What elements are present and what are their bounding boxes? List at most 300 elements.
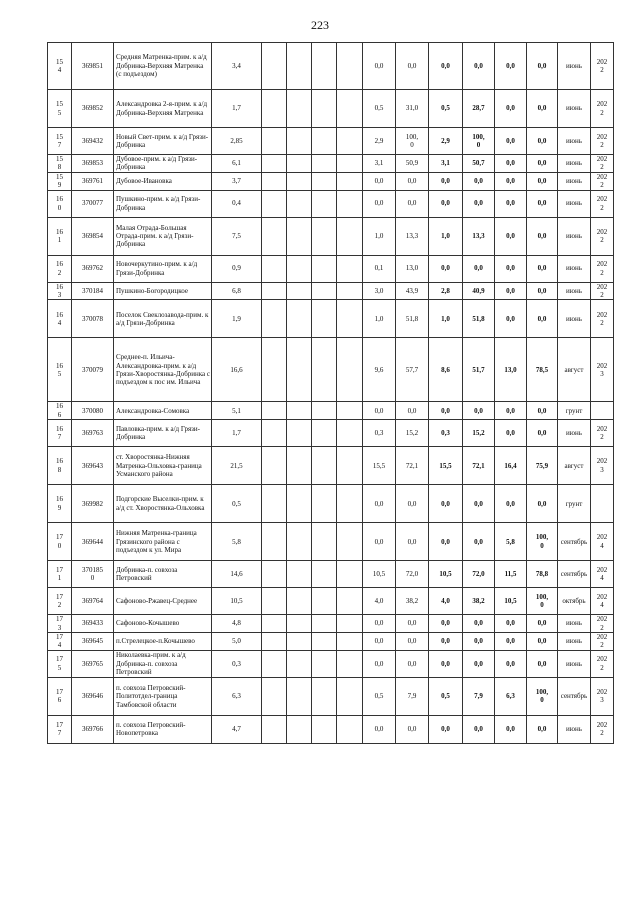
value-cell [363, 338, 396, 402]
value-cell [363, 561, 396, 588]
year-cell-part: 202 [596, 195, 608, 204]
empty-cell [312, 615, 337, 633]
table-row [48, 677, 614, 715]
row-number [48, 172, 72, 190]
road-code [72, 615, 114, 633]
month-cell-text: сентябрь [560, 537, 588, 546]
value-cell-text: 0,0 [441, 637, 450, 646]
value-cell-text: 0,0 [506, 619, 515, 628]
road-code [72, 190, 114, 217]
table-row [48, 190, 614, 217]
year-cell-part: 2 [600, 203, 604, 212]
empty-cell [262, 561, 287, 588]
value-cell-text: 0,5 [441, 692, 450, 701]
value-cell [463, 561, 495, 588]
road-name-text: Пушкино-прим. к а/д Грязи-Добринка [116, 195, 201, 212]
value-cell [463, 217, 495, 255]
road-name [114, 677, 212, 715]
row-number-part: 16 [56, 227, 63, 236]
row-number-part: 0 [57, 541, 62, 550]
empty-cell [312, 190, 337, 217]
value-cell [463, 172, 495, 190]
value-cell [396, 217, 429, 255]
year-cell [591, 588, 614, 615]
month-cell [558, 485, 591, 523]
road-length [212, 217, 262, 255]
empty-cell [337, 588, 363, 615]
road-length-text: 4,8 [232, 619, 241, 628]
value-cell-text: 0,0 [537, 499, 547, 508]
value-cell [429, 90, 463, 128]
value-cell-text: 0,0 [441, 177, 450, 186]
table-row [48, 588, 614, 615]
value-cell [495, 282, 527, 300]
value-cell-text: 0,0 [407, 619, 417, 628]
table-row [48, 420, 614, 447]
row-number-part: 4 [57, 66, 62, 74]
row-number [48, 90, 72, 128]
year-cell-part: 2 [600, 236, 604, 245]
value-cell-text: 100, 0 [405, 132, 419, 149]
value-cell [363, 128, 396, 155]
value-cell [527, 402, 558, 420]
table-row [48, 650, 614, 677]
road-code [72, 650, 114, 677]
road-name [114, 485, 212, 523]
road-name [114, 420, 212, 447]
value-cell-text: 0,0 [537, 231, 547, 240]
month-cell-text: июнь [566, 314, 582, 323]
value-cell-text: 0,0 [537, 177, 547, 186]
empty-cell [337, 172, 363, 190]
road-length [212, 650, 262, 677]
road-length [212, 485, 262, 523]
value-cell-text: 13,3 [405, 231, 419, 240]
road-code [72, 588, 114, 615]
value-cell-text: 8,6 [441, 365, 450, 374]
empty-cell [312, 300, 337, 338]
value-cell [429, 172, 463, 190]
value-cell-text: 4,0 [441, 597, 450, 606]
month-cell-text: июнь [566, 429, 582, 438]
year-cell [591, 190, 614, 217]
road-code-text: 369432 [82, 136, 103, 145]
value-cell [463, 447, 495, 485]
value-cell [429, 402, 463, 420]
value-cell-text: 0,0 [441, 619, 450, 628]
month-cell-text: июнь [566, 725, 582, 734]
road-name [114, 43, 212, 90]
value-cell-text: 0,0 [407, 199, 417, 208]
value-cell-text: 72,0 [472, 570, 485, 579]
empty-cell [312, 255, 337, 282]
empty-cell [287, 300, 312, 338]
value-cell-text: 0,0 [374, 659, 384, 668]
road-name-text: Подгорские Выселки-прим. к а/д ст. Хворостянка-Ольховка [116, 495, 205, 512]
road-code-text: 369982 [82, 499, 103, 508]
road-code-text: 369763 [82, 429, 103, 438]
year-cell-part: 3 [600, 696, 604, 705]
value-cell [429, 615, 463, 633]
value-cell-text: 0,3 [441, 429, 450, 438]
month-cell [558, 155, 591, 173]
row-number [48, 402, 72, 420]
road-name [114, 633, 212, 651]
row-number-part: 16 [56, 282, 63, 291]
month-cell [558, 338, 591, 402]
month-cell-text: июнь [566, 619, 582, 628]
value-cell-text: 0,0 [441, 499, 450, 508]
road-name [114, 615, 212, 633]
empty-cell [337, 615, 363, 633]
value-cell [527, 300, 558, 338]
road-code [72, 128, 114, 155]
value-cell-text: 15,2 [472, 429, 485, 438]
road-code-text: 369643 [82, 461, 103, 470]
table-row [48, 255, 614, 282]
road-length [212, 282, 262, 300]
row-number-part: 15 [56, 155, 63, 163]
value-cell-text: 0,0 [506, 429, 515, 438]
year-cell-part: 202 [596, 687, 608, 696]
row-number [48, 615, 72, 633]
value-cell [495, 677, 527, 715]
value-cell [396, 255, 429, 282]
value-cell [527, 155, 558, 173]
empty-cell [287, 447, 312, 485]
empty-cell [287, 255, 312, 282]
year-cell-part: 2 [600, 108, 604, 117]
value-cell-text: 0,0 [407, 537, 417, 546]
value-cell [429, 561, 463, 588]
road-code [72, 402, 114, 420]
value-cell [463, 485, 495, 523]
empty-cell [262, 633, 287, 651]
road-code [72, 155, 114, 173]
value-cell [363, 677, 396, 715]
value-cell [396, 172, 429, 190]
value-cell-text: 0,0 [474, 199, 483, 208]
value-cell-text: 15,5 [439, 461, 452, 470]
value-cell [527, 338, 558, 402]
road-name [114, 715, 212, 743]
value-cell [363, 420, 396, 447]
road-code-text: 369765 [82, 659, 103, 668]
year-cell [591, 447, 614, 485]
road-name [114, 338, 212, 402]
row-number [48, 155, 72, 173]
year-cell [591, 523, 614, 561]
empty-cell [312, 588, 337, 615]
empty-cell [262, 615, 287, 633]
value-cell-text: 0,0 [537, 286, 547, 295]
empty-cell [337, 715, 363, 743]
road-length-text: 10,5 [230, 597, 243, 606]
row-number [48, 677, 72, 715]
empty-cell [312, 43, 337, 90]
year-cell-part: 202 [596, 361, 608, 370]
page-number: 223 [311, 18, 329, 32]
value-cell [429, 217, 463, 255]
row-number [48, 217, 72, 255]
year-cell-part: 4 [600, 541, 604, 550]
month-cell [558, 190, 591, 217]
row-number [48, 300, 72, 338]
value-cell [527, 715, 558, 743]
road-length [212, 615, 262, 633]
road-length-text: 3,4 [232, 61, 241, 70]
value-cell-text: 0,0 [474, 499, 483, 508]
value-cell [463, 338, 495, 402]
month-cell-text: июнь [566, 104, 582, 113]
empty-cell [337, 128, 363, 155]
empty-cell [312, 677, 337, 715]
value-cell-text: 0,0 [474, 61, 483, 70]
empty-cell [287, 338, 312, 402]
value-cell [363, 715, 396, 743]
value-cell-text: 0,0 [506, 104, 515, 113]
empty-cell [287, 715, 312, 743]
year-cell-part: 202 [596, 227, 608, 236]
empty-cell [337, 43, 363, 90]
road-length [212, 338, 262, 402]
road-code-text: 369644 [82, 537, 103, 546]
road-code-text: 369766 [82, 725, 103, 734]
value-cell [396, 633, 429, 651]
value-cell [463, 282, 495, 300]
row-number-part: 16 [56, 195, 63, 204]
row-number [48, 338, 72, 402]
row-number [48, 447, 72, 485]
table-row [48, 128, 614, 155]
empty-cell [262, 338, 287, 402]
value-cell-text: 13,0 [504, 365, 517, 374]
month-cell [558, 43, 591, 90]
month-cell-text: июнь [566, 231, 582, 240]
road-name-text: Дубовое-Ивановка [116, 177, 172, 186]
value-cell [527, 128, 558, 155]
month-cell [558, 561, 591, 588]
value-cell [463, 43, 495, 90]
month-cell [558, 715, 591, 743]
year-cell [591, 420, 614, 447]
road-code [72, 485, 114, 523]
value-cell [463, 588, 495, 615]
value-cell-text: 0,0 [537, 659, 547, 668]
road-name-text: Новый Свет-прим. к а/д Грязи-Добринка [116, 132, 209, 149]
row-number [48, 715, 72, 743]
value-cell-text: 0,0 [374, 177, 384, 186]
row-number-part: 15 [56, 132, 63, 141]
month-cell-text: июнь [566, 159, 582, 168]
road-length-text: 0,9 [232, 264, 241, 273]
value-cell-text: 0,0 [537, 264, 547, 273]
road-length [212, 420, 262, 447]
value-cell-text: 2,8 [441, 286, 450, 295]
value-cell [527, 172, 558, 190]
value-cell [363, 155, 396, 173]
year-cell-part: 2 [600, 181, 604, 190]
row-number [48, 588, 72, 615]
empty-cell [312, 561, 337, 588]
value-cell-text: 0,0 [506, 499, 515, 508]
year-cell-part: 3 [600, 465, 604, 474]
month-cell [558, 588, 591, 615]
value-cell-text: 9,6 [374, 365, 384, 374]
month-cell-text: июнь [566, 136, 582, 145]
year-cell-part: 2 [600, 66, 604, 74]
row-number-part: 8 [57, 163, 62, 172]
value-cell-text: 11,5 [504, 570, 517, 579]
value-cell [396, 128, 429, 155]
empty-cell [312, 155, 337, 173]
month-cell [558, 650, 591, 677]
empty-cell [312, 282, 337, 300]
road-name [114, 300, 212, 338]
value-cell [527, 90, 558, 128]
road-length-text: 14,6 [230, 570, 243, 579]
value-cell-text: 0,5 [441, 104, 450, 113]
value-cell [495, 155, 527, 173]
empty-cell [262, 402, 287, 420]
month-cell-text: грунт [565, 499, 583, 508]
value-cell [429, 128, 463, 155]
value-cell-text: 0,0 [441, 537, 450, 546]
value-cell [463, 300, 495, 338]
value-cell-text: 40,9 [472, 286, 485, 295]
year-cell-part: 202 [596, 457, 608, 466]
road-code [72, 447, 114, 485]
value-cell [495, 402, 527, 420]
year-cell-part: 202 [596, 592, 608, 601]
road-name-text: Поселок Свеклозавода-прим. к а/д Грязи-Добринка [116, 310, 209, 327]
row-number-part: 17 [56, 720, 63, 729]
month-cell-text: октябрь [562, 597, 586, 606]
value-cell-text: 3,0 [374, 286, 384, 295]
row-number-part: 7 [57, 141, 62, 149]
empty-cell [287, 420, 312, 447]
value-cell-text: 78,5 [535, 365, 549, 374]
value-cell-text: 0,0 [407, 177, 417, 186]
value-cell [396, 190, 429, 217]
row-number-part: 7 [57, 729, 62, 738]
empty-cell [337, 255, 363, 282]
value-cell-text: 0,0 [537, 619, 547, 628]
value-cell-text: 0,0 [441, 725, 450, 734]
value-cell-text: 78,8 [535, 570, 549, 579]
empty-cell [262, 300, 287, 338]
road-name [114, 402, 212, 420]
year-cell [591, 615, 614, 633]
road-code [72, 300, 114, 338]
value-cell-text: 0,1 [374, 264, 384, 273]
value-cell [495, 650, 527, 677]
value-cell [396, 155, 429, 173]
road-length-text: 0,5 [232, 499, 241, 508]
empty-cell [262, 190, 287, 217]
value-cell-text: 0,0 [474, 725, 483, 734]
road-length [212, 447, 262, 485]
empty-cell [337, 447, 363, 485]
empty-cell [337, 282, 363, 300]
empty-cell [312, 128, 337, 155]
value-cell-text: 57,7 [405, 365, 419, 374]
row-number [48, 190, 72, 217]
month-cell [558, 633, 591, 651]
value-cell [396, 715, 429, 743]
value-cell-text: 38,2 [472, 597, 485, 606]
value-cell-text: 0,0 [537, 637, 547, 646]
month-cell-text: грунт [565, 406, 583, 415]
year-cell-part: 202 [596, 633, 608, 642]
year-cell-part: 2 [600, 141, 604, 149]
table-row [48, 217, 614, 255]
value-cell-text: 3,1 [374, 159, 384, 168]
road-name-text: Малая Отрада-Большая Отрада-прим. к а/д Грязи-Добринка [116, 223, 194, 249]
month-cell [558, 282, 591, 300]
value-cell-text: 0,0 [474, 637, 483, 646]
value-cell-text: 0,0 [407, 499, 417, 508]
value-cell [396, 677, 429, 715]
road-code [72, 338, 114, 402]
empty-cell [312, 172, 337, 190]
value-cell [495, 588, 527, 615]
value-cell [463, 255, 495, 282]
road-length [212, 155, 262, 173]
road-name [114, 282, 212, 300]
value-cell-text: 0,0 [537, 199, 547, 208]
row-number-part: 16 [56, 361, 63, 370]
value-cell-text: 0,0 [374, 537, 384, 546]
value-cell-text: 100, 0 [535, 533, 549, 550]
row-number-part: 16 [56, 310, 63, 319]
road-length-text: 3,7 [232, 177, 241, 186]
value-cell-text: 1,0 [441, 314, 450, 323]
road-name-text: ст. Хворостянка-Нижняя Матренка-Ольховка-граница Усманского района [116, 453, 202, 478]
year-cell-part: 2 [600, 433, 604, 442]
value-cell [363, 300, 396, 338]
road-name-text: Александровка 2-я-прим. к а/д Добринка-Верхняя Матренка [116, 100, 208, 117]
empty-cell [337, 190, 363, 217]
value-cell-text: 51,8 [405, 314, 419, 323]
value-cell [363, 402, 396, 420]
road-name-text: Дубовое-прим. к а/д Грязи-Добринка [116, 155, 198, 172]
road-name-text: Пушкино-Богородицкое [116, 286, 188, 295]
road-code [72, 217, 114, 255]
value-cell [495, 523, 527, 561]
value-cell [495, 485, 527, 523]
row-number-part: 17 [56, 655, 63, 664]
value-cell [527, 420, 558, 447]
value-cell [363, 43, 396, 90]
month-cell [558, 677, 591, 715]
road-length [212, 523, 262, 561]
value-cell-text: 13,0 [405, 264, 419, 273]
road-name [114, 128, 212, 155]
empty-cell [287, 217, 312, 255]
month-cell [558, 300, 591, 338]
value-cell-text: 0,0 [441, 61, 450, 70]
value-cell [429, 255, 463, 282]
value-cell [396, 588, 429, 615]
road-code-text: 369645 [82, 637, 103, 646]
row-number-part: 8 [57, 465, 62, 474]
year-cell-part: 202 [596, 132, 608, 141]
empty-cell [337, 650, 363, 677]
table-row [48, 43, 614, 90]
row-number-part: 6 [57, 696, 62, 705]
row-number-part: 4 [57, 318, 62, 327]
